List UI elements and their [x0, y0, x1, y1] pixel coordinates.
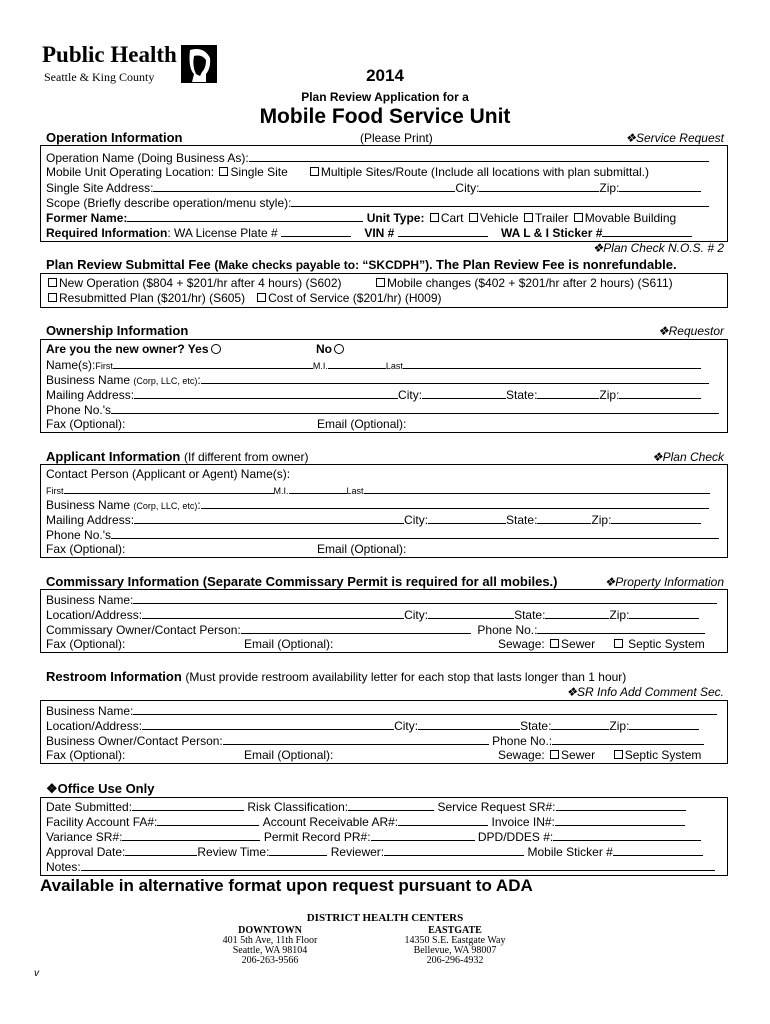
- septic-checkbox[interactable]: [614, 639, 623, 648]
- first-field[interactable]: [113, 357, 313, 369]
- restroom-business-row: [46, 703, 722, 718]
- multiple-sites-label: Multiple Sites/Route (Include all locations with plan submittal.): [320, 165, 649, 179]
- former-name-row: [46, 210, 722, 225]
- plan-check-nos-tag: ❖Plan Check N.O.S. # 2: [592, 241, 724, 255]
- invoice-field[interactable]: [555, 814, 685, 826]
- dpd-field[interactable]: [553, 829, 701, 841]
- logo-subtitle: Seattle & King County: [44, 70, 155, 84]
- please-print: (Please Print): [360, 131, 433, 145]
- location-field[interactable]: [142, 718, 394, 730]
- fee-heading: Plan Review Submittal Fee: [46, 257, 211, 272]
- trailer-label: Trailer: [534, 211, 569, 225]
- approval-field[interactable]: [125, 844, 197, 856]
- sr-label: Service Request SR#:: [437, 800, 556, 814]
- no-radio[interactable]: [334, 344, 344, 354]
- office-row-3: [46, 829, 722, 844]
- applicant-fax-row: [46, 542, 722, 556]
- downtown-city: Seattle, WA 98104: [232, 945, 308, 956]
- date-submitted-label: Date Submitted:: [46, 800, 133, 814]
- fax-label: Fax (Optional):: [46, 542, 126, 556]
- owner-mailing-row: [46, 387, 722, 402]
- business-label: Business Name:: [46, 593, 134, 607]
- dpd-label: DPD/DDES #:: [477, 830, 554, 844]
- location-field[interactable]: [142, 607, 404, 619]
- zip-label: Zip:: [599, 388, 620, 402]
- vin-label: VIN #: [364, 226, 395, 240]
- new-owner-label: Are you the new owner? Yes: [46, 342, 209, 356]
- commissary-owner-row: [46, 622, 722, 637]
- required-row: [46, 225, 722, 240]
- former-name-field[interactable]: [127, 210, 363, 222]
- sewer-label: Sewer: [561, 748, 596, 762]
- first-label: First: [95, 361, 113, 371]
- fee-row-1: [46, 276, 722, 290]
- applicant-heading-row: [46, 449, 308, 464]
- single-site-label: Single Site: [230, 165, 288, 179]
- new-operation-label: New Operation ($804 + $201/hr after 4 hours) (S602): [59, 276, 342, 290]
- date-submitted-field[interactable]: [132, 799, 244, 811]
- business-name-label: Business Name: [46, 373, 131, 387]
- sewage-label: Sewage:: [498, 637, 545, 651]
- owner-fax-row: [46, 417, 722, 431]
- fax-label: Fax (Optional):: [46, 637, 126, 651]
- variance-label: Variance SR#:: [46, 830, 123, 844]
- multiple-sites-checkbox[interactable]: [310, 167, 319, 176]
- single-address-row: [46, 180, 722, 195]
- mi-field[interactable]: [289, 482, 347, 494]
- office-row-4: [46, 844, 722, 859]
- phone-field[interactable]: [537, 622, 705, 634]
- sticker-label: WA L & I Sticker #: [501, 226, 603, 240]
- sr-field[interactable]: [556, 799, 686, 811]
- city-field[interactable]: [428, 607, 514, 619]
- restroom-heading-row: [46, 669, 626, 684]
- commissary-heading: Commissary Information (Separate Commissary Permit is required for all mobiles.): [46, 574, 558, 589]
- state-field[interactable]: [545, 607, 609, 619]
- phone-label: Phone No.'s: [46, 528, 111, 542]
- business-name-field[interactable]: [201, 497, 709, 509]
- sewer-checkbox[interactable]: [550, 750, 559, 759]
- reviewer-field[interactable]: [384, 844, 524, 856]
- operation-name-label: Operation Name (Doing Business As):: [46, 151, 249, 165]
- fee-heading-row: [46, 257, 677, 272]
- email-label: Email (Optional):: [244, 748, 334, 762]
- fee-checks-note: (Make checks payable to: “SKCDPH”).: [214, 258, 433, 272]
- permit-label: Permit Record PR#:: [263, 830, 371, 844]
- location-label: Location/Address:: [46, 608, 143, 622]
- property-info-tag: ❖Property Information: [604, 575, 724, 589]
- restroom-owner-row: [46, 733, 722, 748]
- business-label: Business Name:: [46, 704, 134, 718]
- corp-label: (Corp, LLC, etc): [133, 501, 198, 511]
- new-owner-row: [46, 342, 722, 356]
- eastgate-title: EASTGATE: [428, 925, 482, 936]
- state-label: State:: [506, 513, 538, 527]
- mobile-changes-checkbox[interactable]: [376, 278, 385, 287]
- notes-label: Notes:: [46, 860, 81, 874]
- restroom-fax-row: [46, 748, 722, 762]
- page-title: Mobile Food Service Unit: [259, 105, 511, 128]
- commissary-fax-row: [46, 637, 722, 651]
- office-row-5: [46, 859, 722, 874]
- single-site-checkbox[interactable]: [219, 167, 228, 176]
- city-label: City:: [404, 608, 429, 622]
- vin-field[interactable]: [398, 225, 488, 237]
- footer-title: DISTRICT HEALTH CENTERS: [306, 912, 464, 924]
- notes-field[interactable]: [81, 859, 715, 871]
- applicant-business-row: Business Name (Corp, LLC, etc):: [46, 497, 722, 513]
- location-label: Mobile Unit Operating Location:: [46, 165, 215, 179]
- invoice-label: Invoice IN#:: [491, 815, 555, 829]
- owner-label: Commissary Owner/Contact Person:: [46, 623, 241, 637]
- owner-business-row: Business Name (Corp, LLC, etc):: [46, 372, 722, 388]
- contact-label: Contact Person (Applicant or Agent) Name(s):: [46, 467, 291, 481]
- mi-label: M.I.: [312, 361, 328, 371]
- zip-field[interactable]: [611, 512, 701, 524]
- septic-label: Septic System: [628, 637, 705, 651]
- zip-label: Zip:: [591, 513, 612, 527]
- restroom-location-row: [46, 718, 722, 733]
- septic-checkbox[interactable]: [614, 750, 623, 759]
- eastgate-city: Bellevue, WA 98007: [413, 945, 497, 956]
- single-address-label: Single Site Address:: [46, 181, 154, 195]
- phone-field[interactable]: [111, 402, 719, 414]
- version-mark: v: [34, 968, 39, 979]
- mailing-label: Mailing Address:: [46, 513, 135, 527]
- scope-label: Scope (Briefly describe operation/menu style):: [46, 196, 292, 210]
- ar-field[interactable]: [398, 814, 488, 826]
- risk-label: Risk Classification:: [247, 800, 349, 814]
- applicant-mailing-row: [46, 512, 722, 527]
- state-label: State:: [514, 608, 546, 622]
- service-request-tag: ❖Service Request: [625, 131, 724, 145]
- mi-label: M.I.: [273, 486, 289, 496]
- restroom-heading: Restroom Information: [46, 669, 182, 684]
- sr-info-tag: ❖SR Info Add Comment Sec.: [566, 685, 724, 699]
- restroom-note: (Must provide restroom availability letter for each stop that lasts longer than 1 hour): [185, 670, 627, 684]
- approval-label: Approval Date:: [46, 845, 126, 859]
- location-label: Location/Address:: [46, 719, 143, 733]
- names-label: Name(s):: [46, 358, 96, 372]
- sewer-label: Sewer: [561, 637, 596, 651]
- yes-radio[interactable]: [211, 344, 221, 354]
- city-field[interactable]: [479, 180, 599, 192]
- cart-label: Cart: [440, 211, 464, 225]
- operation-name-field[interactable]: [249, 150, 709, 162]
- downtown-title: DOWNTOWN: [238, 925, 302, 936]
- fee-row-2: [46, 291, 722, 305]
- phone-field[interactable]: [111, 527, 719, 539]
- applicant-note: (If different from owner): [183, 450, 309, 464]
- cost-of-service-label: Cost of Service ($201/hr) (H009): [268, 291, 442, 305]
- fee-nonrefundable: The Plan Review Fee is nonrefundable.: [436, 257, 677, 272]
- owner-phone-row: [46, 402, 722, 417]
- office-row-1: [46, 799, 722, 814]
- business-name-label: Business Name: [46, 498, 131, 512]
- phone-field[interactable]: [552, 733, 704, 745]
- fa-field[interactable]: [157, 814, 259, 826]
- eastgate-address: 14350 S.E. Eastgate Way: [404, 935, 506, 946]
- mobile-sticker-label: Mobile Sticker #: [527, 845, 613, 859]
- reviewer-label: Reviewer:: [330, 845, 385, 859]
- sewage-label: Sewage:: [498, 748, 545, 762]
- last-label: Last: [385, 361, 403, 371]
- no-label: No: [316, 342, 332, 356]
- fax-label: Fax (Optional):: [46, 417, 126, 431]
- city-field[interactable]: [428, 512, 506, 524]
- email-label: Email (Optional):: [317, 542, 407, 556]
- mailing-field[interactable]: [134, 512, 404, 524]
- cart-checkbox[interactable]: [430, 213, 439, 222]
- state-field[interactable]: [537, 387, 599, 399]
- location-row: [46, 165, 722, 179]
- zip-field[interactable]: [619, 387, 701, 399]
- required-label: Required Information: [46, 226, 168, 240]
- review-time-field[interactable]: [269, 844, 327, 856]
- mi-field[interactable]: [328, 357, 386, 369]
- downtown-phone: 206-263-9566: [241, 955, 299, 966]
- septic-label: Septic System: [624, 748, 702, 762]
- phone-label: Phone No.'s: [46, 403, 111, 417]
- ar-label: Account Receivable AR#:: [262, 815, 399, 829]
- vehicle-checkbox[interactable]: [469, 213, 478, 222]
- requestor-tag: ❖Requestor: [657, 324, 724, 338]
- owner-field[interactable]: [223, 733, 489, 745]
- year: 2014: [366, 66, 404, 85]
- fax-label: Fax (Optional):: [46, 748, 126, 762]
- applicant-heading: Applicant Information: [46, 449, 181, 464]
- operation-name-row: [46, 150, 722, 165]
- commissary-business-row: [46, 592, 722, 607]
- commissary-location-row: [46, 607, 722, 622]
- zip-label: Zip:: [609, 608, 630, 622]
- city-label: City:: [455, 181, 480, 195]
- state-field[interactable]: [537, 512, 591, 524]
- vehicle-label: Vehicle: [479, 211, 519, 225]
- logo-title: Public Health: [42, 42, 177, 67]
- single-address-field[interactable]: [153, 180, 455, 192]
- cost-of-service-checkbox[interactable]: [257, 293, 266, 302]
- first-field[interactable]: [64, 482, 274, 494]
- zip-field[interactable]: [629, 607, 699, 619]
- state-field[interactable]: [551, 718, 609, 730]
- email-label: Email (Optional):: [317, 417, 407, 431]
- new-operation-checkbox[interactable]: [48, 278, 57, 287]
- phone-label: Phone No.:: [492, 734, 553, 748]
- mobile-changes-label: Mobile changes ($402 + $201/hr after 2 hours) (S611): [387, 276, 673, 290]
- sewer-checkbox[interactable]: [550, 639, 559, 648]
- last-label: Last: [346, 486, 364, 496]
- owner-label: Business Owner/Contact Person:: [46, 734, 223, 748]
- zip-field[interactable]: [629, 718, 699, 730]
- fa-label: Facility Account FA#:: [46, 815, 158, 829]
- former-name-label: Former Name:: [46, 211, 128, 225]
- applicant-phone-row: [46, 527, 722, 542]
- ownership-heading: Ownership Information: [46, 323, 189, 338]
- zip-label: Zip:: [599, 181, 620, 195]
- last-field[interactable]: [403, 357, 701, 369]
- plate-field[interactable]: [281, 225, 351, 237]
- movable-building-checkbox[interactable]: [574, 213, 583, 222]
- unit-type-label: Unit Type:: [366, 211, 425, 225]
- city-label: City:: [398, 388, 423, 402]
- city-field[interactable]: [422, 387, 506, 399]
- phone-label: Phone No.:: [477, 623, 538, 637]
- plan-check-tag: ❖Plan Check: [651, 450, 724, 464]
- city-label: City:: [394, 719, 419, 733]
- operation-heading: Operation Information: [46, 130, 183, 145]
- risk-field[interactable]: [348, 799, 434, 811]
- contact-row: [46, 467, 722, 481]
- city-field[interactable]: [418, 718, 520, 730]
- resubmitted-checkbox[interactable]: [48, 293, 57, 302]
- scope-row: [46, 195, 722, 210]
- city-label: City:: [404, 513, 429, 527]
- variance-field[interactable]: [122, 829, 260, 841]
- mailing-label: Mailing Address:: [46, 388, 135, 402]
- mailing-field[interactable]: [134, 387, 398, 399]
- movable-building-label: Movable Building: [584, 211, 677, 225]
- permit-field[interactable]: [371, 829, 475, 841]
- zip-label: Zip:: [609, 719, 630, 733]
- last-field[interactable]: [364, 482, 710, 494]
- scope-field[interactable]: [291, 195, 709, 207]
- sticker-field[interactable]: [602, 225, 692, 237]
- owner-field[interactable]: [241, 622, 471, 634]
- downtown-address: 401 5th Ave, 11th Floor: [222, 935, 318, 946]
- state-label: State:: [506, 388, 538, 402]
- ada-notice: Available in alternative format upon request pursuant to ADA: [40, 876, 533, 895]
- office-use-heading: ❖Office Use Only: [46, 781, 155, 796]
- trailer-checkbox[interactable]: [524, 213, 533, 222]
- mobile-sticker-field[interactable]: [613, 844, 703, 856]
- state-label: State:: [520, 719, 552, 733]
- applicant-names-row: [46, 482, 722, 498]
- owner-names-row: [46, 357, 722, 373]
- business-name-field[interactable]: [201, 372, 709, 384]
- resubmitted-label: Resubmitted Plan ($201/hr) (S605): [59, 291, 246, 305]
- zip-field[interactable]: [619, 180, 701, 192]
- office-row-2: [46, 814, 722, 829]
- eastgate-phone: 206-296-4932: [426, 955, 484, 966]
- business-field[interactable]: [133, 592, 717, 604]
- plate-label: : WA License Plate #: [167, 226, 278, 240]
- subtitle: Plan Review Application for a: [301, 90, 469, 104]
- email-label: Email (Optional):: [244, 637, 334, 651]
- corp-label: (Corp, LLC, etc): [133, 376, 198, 386]
- first-label: First: [46, 486, 64, 496]
- business-field[interactable]: [133, 703, 717, 715]
- review-time-label: Review Time:: [197, 845, 270, 859]
